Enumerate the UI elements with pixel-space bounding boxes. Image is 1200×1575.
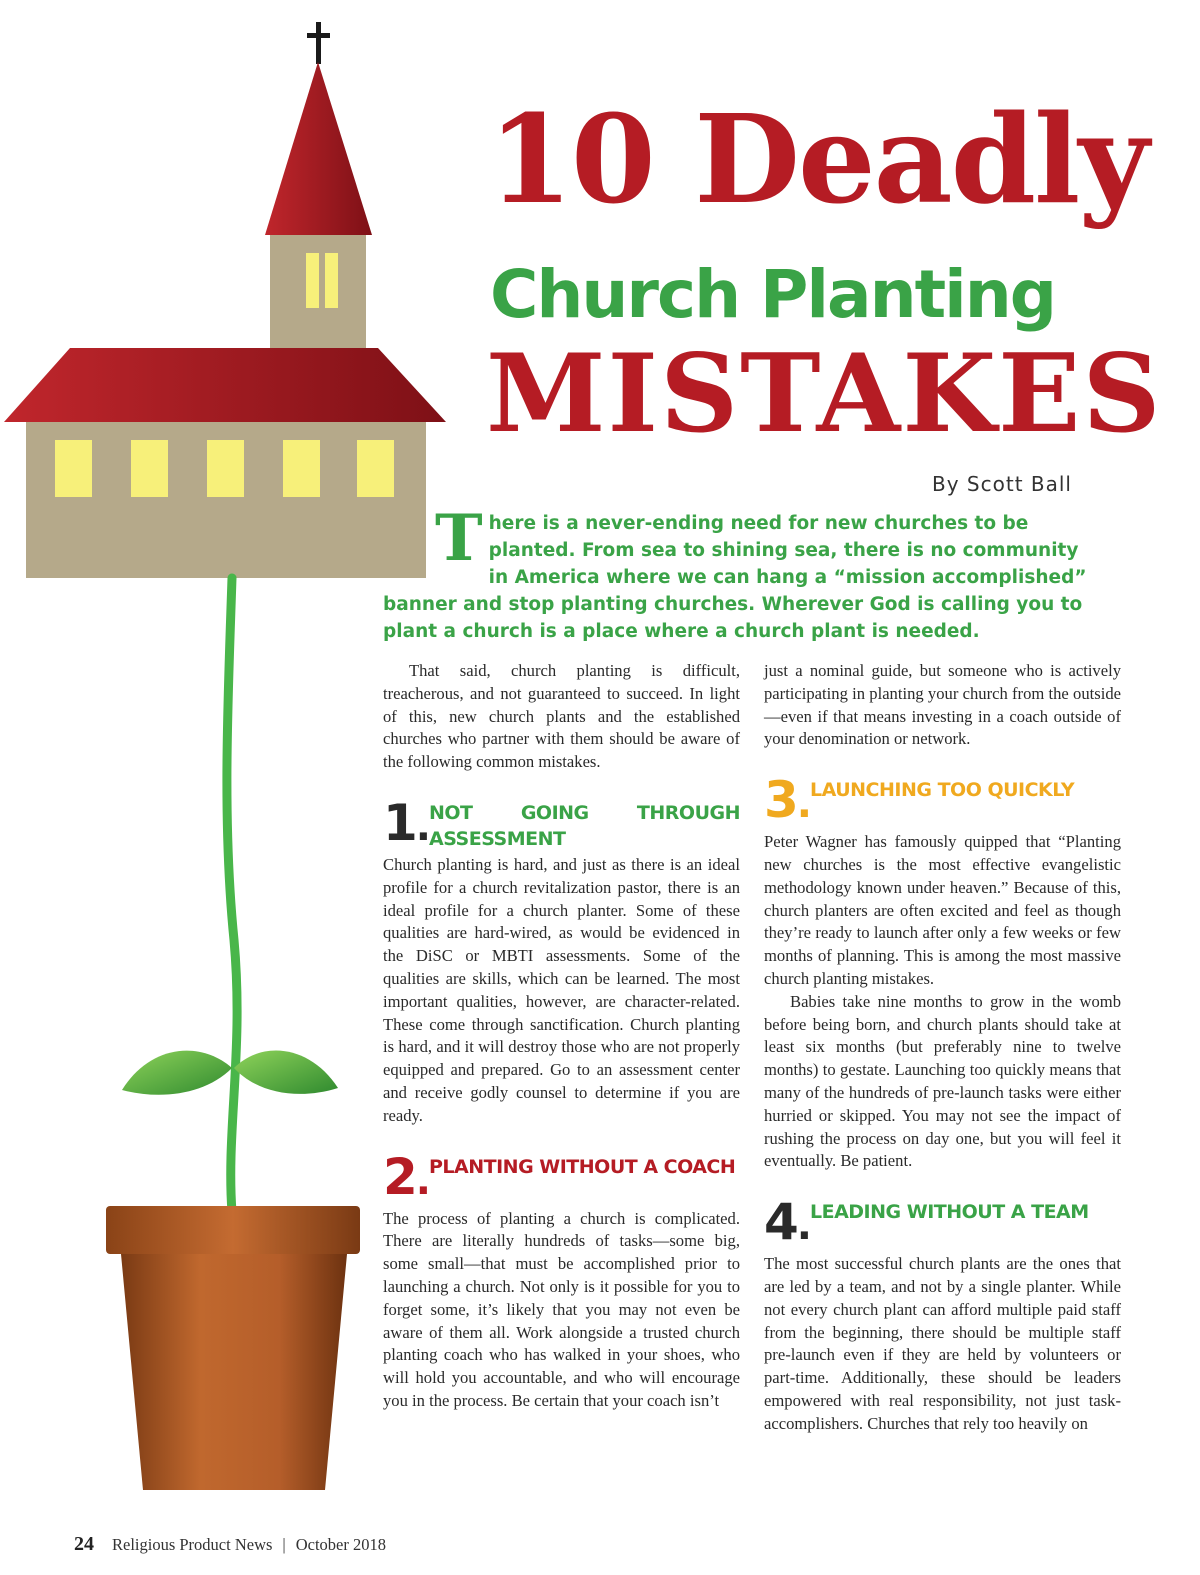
- steeple-window: [306, 253, 319, 308]
- section-3-heading: [764, 771, 1121, 830]
- steeple-window: [325, 253, 338, 308]
- page-footer: [74, 1533, 386, 1556]
- section-2-number: 2.: [383, 1147, 429, 1206]
- left-column: [383, 660, 740, 1413]
- title-line-2: Church Planting: [490, 256, 1055, 333]
- leaf-right: [234, 1051, 338, 1094]
- section-2-body: The process of planting a church is complicated. There are literally hundreds of tasks—some big, some small—that must be accomplished prior to launching a church. Not only is it possible for you to forget some, it’s likely that you may not even be aware of them all. Work alongside a trusted church planting coach who has walked in your shoes, who will hold you accountable, and who will encourage you in the process. Be certain that your coach isn’t: [383, 1208, 740, 1410]
- section-4-number: 4.: [764, 1193, 810, 1252]
- plant-stem: [227, 578, 237, 1212]
- opening-paragraph: That said, church planting is difficult, treacherous, and not guaranteed to succeed. In light of this, new church plants and the established churches who partner with them should be aware of the following common mistakes.: [383, 661, 740, 772]
- footer-publication-line: [112, 1535, 386, 1555]
- section-2-heading: [383, 1147, 740, 1206]
- publication-name: Religious Product News: [112, 1535, 273, 1554]
- pot-rim: [106, 1206, 360, 1254]
- drop-cap: T: [435, 501, 483, 576]
- section-3-number: 3.: [764, 771, 810, 830]
- section-4-body: The most successful church plants are the ones that are led by a team, and not by a single planter. While not every church plant can afford multiple paid staff from the beginning, there should be multiple staff pre-launch even if they are held by volunteers or part-time. Additionally, these should be leaders empowered with real responsibility, not just task-accomplishers. Churches that rely too heavily on: [764, 1254, 1121, 1433]
- section-1-number: 1.: [383, 793, 429, 852]
- intro-text: here is a never-ending need for new churches to be planted. From sea to shining sea, there is no community in America where we can hang a “mission accomplished” banner and stop planting churches. Wherever God is calling you to plant a church is a place where a church plant is needed.: [383, 513, 1087, 642]
- footer-separator: |: [282, 1535, 286, 1554]
- page-number: 24: [74, 1533, 94, 1555]
- section-4-heading: [764, 1193, 1121, 1252]
- cross-icon: [307, 22, 330, 64]
- right-column: [764, 660, 1121, 1436]
- intro-paragraph: [383, 501, 1103, 645]
- section-1-body: Church planting is hard, and just as there is an ideal profile for a church revitalization pastor, there is an ideal profile for a church planter. Some of these qualities are hard-wired, as would be evidenced in the DiSC or MBTI assessments. Some of the qualities are skills, which can be learned. The most important qualities, however, are character-related. These come through sanctification. Church planting is hard, and it will destroy those who are not properly equipped and prepared. Go to an assessment center and receive godly counsel to determine if you are ready.: [383, 854, 740, 1125]
- section-1-title: NOT GOING THROUGH ASSESSMENT: [429, 801, 740, 850]
- continuation-paragraph: just a nominal guide, but someone who is actively participating in planting your church from the outside—even if that means investing in a coach outside of your denomination or network.: [764, 661, 1121, 749]
- section-4-title: LEADING WITHOUT A TEAM: [810, 1201, 1089, 1224]
- section-3-title: LAUNCHING TOO QUICKLY: [810, 779, 1075, 802]
- pot-body: [121, 1254, 347, 1490]
- title-line-1: 10 Deadly: [488, 87, 1148, 231]
- church-roof: [4, 348, 446, 422]
- section-1-heading: [383, 793, 740, 852]
- title-line-3: MISTAKES: [486, 331, 1163, 457]
- section-2-title: PLANTING WITHOUT A COACH: [429, 1155, 736, 1178]
- issue-date: October 2018: [295, 1535, 387, 1554]
- steeple-roof: [265, 62, 372, 235]
- leaf-left: [122, 1051, 232, 1095]
- byline: By Scott Ball: [932, 472, 1072, 496]
- section-3-body-2: Babies take nine months to grow in the womb before being born, and church plants should take at least six months (but preferably nine to twelve months) to gestate. Launching too quickly means that many of the hundreds of pre-launch tasks were either hurried or skipped. You may not see the impact of rushing the process on day one, but you will feel it eventually. Be patient.: [764, 991, 1121, 1171]
- section-3-body-1: Peter Wagner has famously quipped that “Planting new churches is the most effective evangelistic methodology known under heaven.” Because of this, church planters are often excited and feel as though they’re ready to launch after only a few weeks or few months of planning. This is among the most massive church planting mistakes.: [764, 832, 1121, 988]
